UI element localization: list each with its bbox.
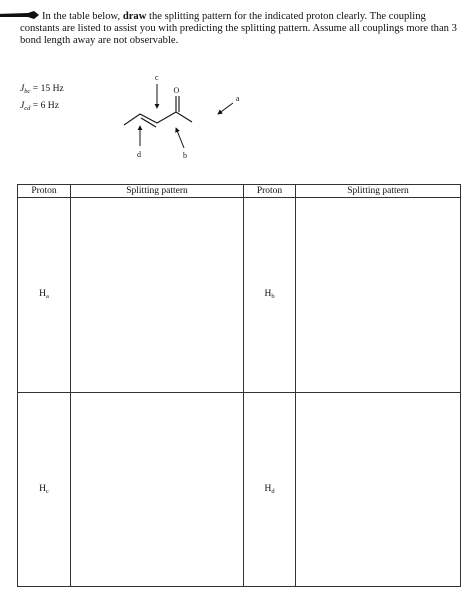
proton-cell-ha: $H_a$ <box>18 198 71 393</box>
coupling-constant-cd: $J_{cd} = 6$ Hz <box>20 100 59 112</box>
molecule-structure <box>120 70 260 170</box>
splitting-pattern-cell-hd[interactable] <box>296 392 461 587</box>
instructions-rest: the splitting pattern for the indicated proton clearly. The coupling constants are listed to assist you with predicting the splitting pattern. Assume all couplings more than 3 bond length away are not observable. <box>20 11 457 46</box>
coupling-constants <box>20 82 64 116</box>
coupling-constant-bc: $J_{bc} = 15$ Hz <box>20 83 64 95</box>
table-row <box>18 198 461 393</box>
label-proton-c: c <box>155 73 159 82</box>
header-proton-right: Proton <box>244 185 296 198</box>
label-proton-b: b <box>183 151 187 160</box>
instructions-emphasis: draw <box>122 11 147 22</box>
proton-arrows <box>140 84 233 148</box>
redacted-question-number <box>0 11 40 20</box>
label-proton-d: d <box>137 150 141 159</box>
proton-cell-hb: $H_b$ <box>244 198 296 393</box>
skeletal-bonds <box>124 96 192 127</box>
table-header-row <box>18 185 461 198</box>
splitting-pattern-table <box>17 184 461 587</box>
splitting-pattern-cell-hb[interactable] <box>296 198 461 393</box>
proton-cell-hc: $H_c$ <box>18 392 71 587</box>
header-splitting-left: Splitting pattern <box>71 185 244 198</box>
proton-cell-hd: $H_d$ <box>244 392 296 587</box>
table-row <box>18 392 461 587</box>
header-proton-left: Proton <box>18 185 71 198</box>
instructions-lead: In the table below, <box>42 11 123 22</box>
splitting-pattern-cell-ha[interactable] <box>71 198 244 393</box>
splitting-pattern-cell-hc[interactable] <box>71 392 244 587</box>
label-proton-a: a <box>236 94 240 103</box>
instructions-text <box>20 11 460 47</box>
header-splitting-right: Splitting pattern <box>296 185 461 198</box>
label-carbonyl-oxygen: O <box>173 86 180 95</box>
